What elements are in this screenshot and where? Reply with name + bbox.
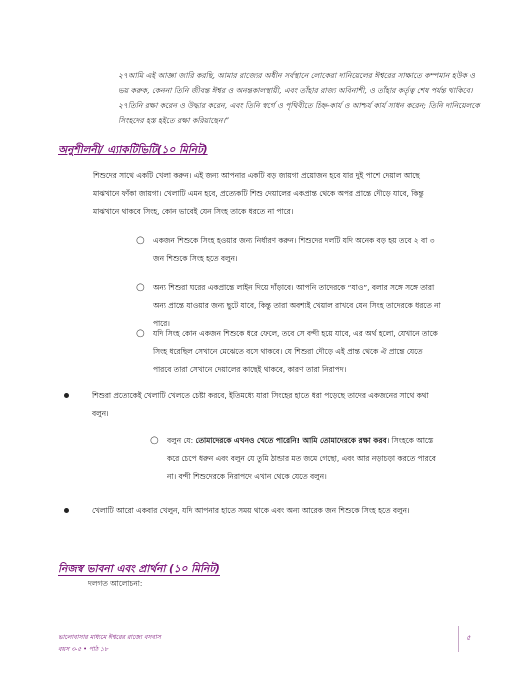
footer-title: ভালোবাসার মাধ্যমে ঈশ্বরের রাজ্যে বসবাস bbox=[58, 634, 161, 641]
bullet-dot-icon bbox=[64, 508, 69, 513]
circle-bullet-icon: ○ bbox=[136, 282, 145, 293]
list-item: অন্য শিশুরা ঘরের একপ্রান্তে লাইন দিয়ে দাঁড়াবে। আপনি তাদেরকে “যাও”, বলার সঙ্গে সঙ্গে তারা অন্য প্রান্তে যাওয়ার জন্য ছুটে যাবে, কিন্তু তারা অবশ্যই খেয়াল রাখবে যেন সিংহ তাদেরকে ধরতে না পারে। bbox=[153, 283, 441, 328]
reflection-heading-text: নিজস্ব ভাবনা এবং প্রার্থনা (১০ মিনিট) bbox=[58, 563, 220, 575]
reflection-heading bbox=[58, 562, 220, 579]
activity-heading: অনুশীলনী/ এ্যাকটিভিটি(১০ মিনিট) bbox=[58, 144, 208, 156]
footer bbox=[58, 632, 161, 656]
say-rest: । সিংহকে আস্তে করে চেপে ধরুন এবং বলুন যে তুমি ঠান্ডার মত জমে গেছো, এবং আর নড়াচড়া করতে পারবে না। বন্দী শিশুদেরকে নিরাপদে এখান থেকে যেতে বলুন। bbox=[167, 436, 436, 481]
list-item bbox=[167, 432, 445, 486]
list-item: যদি সিংহ কোন একজন শিশুকে ধরে ফেলে, তবে সে বন্দী হয়ে যাবে, এর অর্থ হলো, যেখানে তাকে সিংহ ধরেছিল সেখানে মেঝেতে বসে থাকবে। যে শিশুরা দৌড়ে এই প্রান্ত থেকে ঐ প্রান্তে যেতে পারবে তারা সেখানে দেয়ালের কাছেই থাকবে, কারণ তারা নিরাপদ। bbox=[153, 329, 438, 374]
footer-lesson: বয়স ৩-৫ • পাঠ ১৮ bbox=[58, 646, 109, 653]
activity-intro: শিশুদের সাথে একটি খেলা করুন। এই জন্য আপনার একটি বড় জায়গা প্রয়োজন হবে যার দুই পাশে দেয়াল আছে মাঝখানে ফাঁকা জায়গা। খেলাটি এমন হবে, প্রত্যেকটি শিশু দেয়ালের একপ্রান্ত থেকে অপর প্রান্তে দৌড়ে যাবে, কিন্তু মাঝখানে থাকবে সিংহ, কোন ভাবেই যেন সিংহ তাকে ধরতে না পারে। bbox=[93, 171, 424, 216]
bold-quote: তোমাদেরকে এখনও খেতে পারেনি! আমি তোমাদেরকে রক্ষা করব bbox=[195, 436, 387, 445]
say-prefix: বলুন যে: bbox=[167, 436, 196, 445]
page-number: ৫ bbox=[466, 634, 471, 642]
discussion-label: দলগত আলোচনা: bbox=[88, 579, 143, 588]
bullet-dot-icon bbox=[64, 393, 69, 398]
circle-bullet-icon: ○ bbox=[136, 328, 145, 339]
scripture-quote: ২৭আমি এই আজ্ঞা জারি করছি, আমার রাজ্যের অধীন সর্বস্থানে লোকেরা দানিয়েলের ঈশ্বরের সাক্ষাতে কম্পমান হউক ও ভয় করুক, কেননা তিনি জীবন্ত ঈশ্বর ও অনন্তকালস্থায়ী, এবং তাঁহার রাজ্য অবিনাশী, ও তাঁহার কর্তৃত্ব শেষ পর্যন্ত থাকিবে। ২৭তিনি রক্ষা করেন ও উদ্ধার করেন, এবং তিনি স্বর্গে ও পৃথিবীতে চিহ্ন-কার্য ও আশ্চর্য কার্য সাধন করেন; তিনি দানিয়েলকে সিংহদের হস্ত হইতে রক্ষা করিয়াছেন।” bbox=[118, 71, 480, 125]
footer-divider bbox=[458, 626, 459, 652]
list-item: একজন শিশুকে সিংহ হওয়ার জন্য নির্ধারণ করুন। শিশুদের দলটি যদি অনেক বড় হয় তবে ২ বা ৩ জন শিশুকে সিংহ হতে বলুন। bbox=[153, 236, 435, 263]
circle-bullet-icon: ○ bbox=[150, 435, 159, 446]
list-item: শিশুরা প্রত্যেকেই খেলাটি খেলতে চেষ্টা করবে, ইতিমধ্যে যারা সিংহের হাতে ধরা পড়েছে তাদের একজনের সাথে কথা বলুন। bbox=[92, 391, 429, 418]
list-item: খেলাটি আরো একবার খেলুন, যদি আপনার হাতে সময় থাকে এবং অন্য আরেক জন শিশুকে সিংহ হতে বলুন। bbox=[92, 506, 410, 515]
circle-bullet-icon: ○ bbox=[136, 235, 145, 246]
